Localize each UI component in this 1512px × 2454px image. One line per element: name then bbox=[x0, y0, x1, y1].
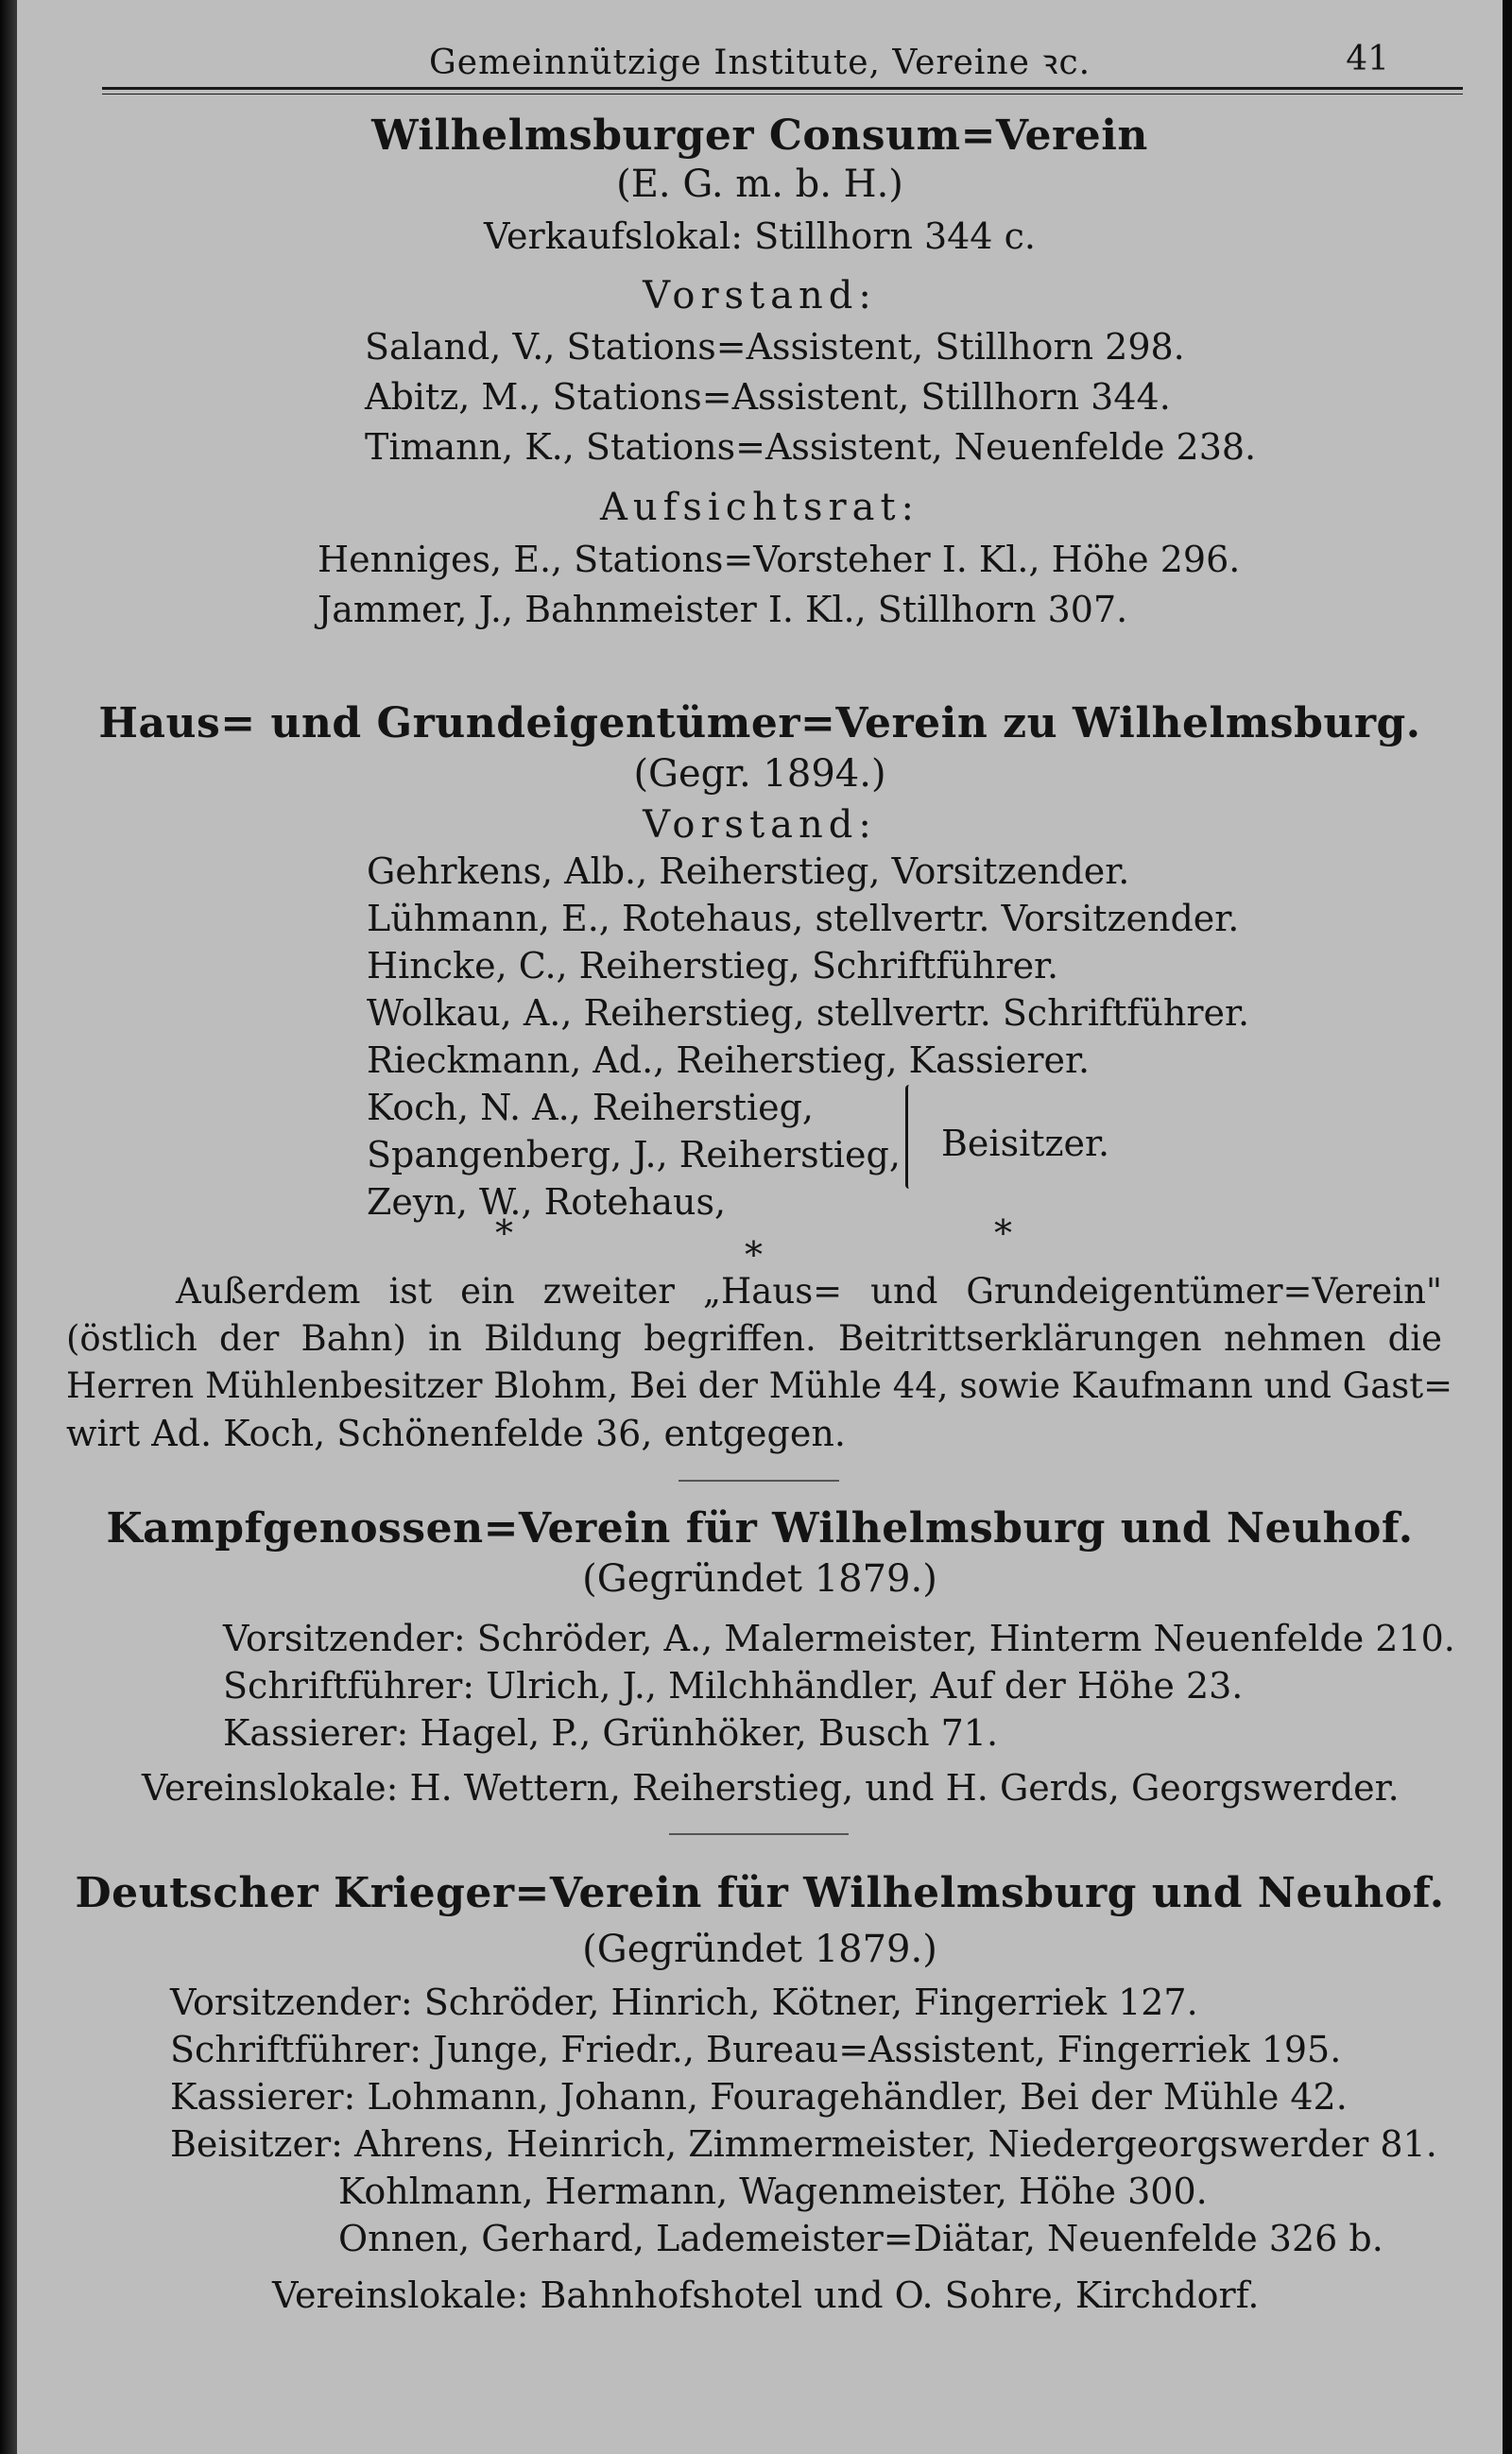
list-item: Onnen, Gerhard, Lademeister=Diätar, Neuenfelde 326 b. bbox=[338, 2218, 1383, 2259]
note-line: wirt Ad. Koch, Schönenfelde 36, entgegen. bbox=[66, 1413, 846, 1454]
list-item: Kassierer: Hagel, P., Grünhöker, Busch 71. bbox=[223, 1712, 999, 1754]
note-line: Herren Mühlenbesitzer Blohm, Bei der Mühle 44, sowie Kaufmann und Gast= bbox=[66, 1365, 1453, 1406]
list-item: Rieckmann, Ad., Reiherstieg, Kassierer. bbox=[367, 1039, 1091, 1081]
list-item: Henniges, E., Stations=Vorsteher I. Kl., Höhe 296. bbox=[318, 539, 1241, 580]
list-item: Schriftführer: Junge, Friedr., Bureau=Assistent, Fingerriek 195. bbox=[170, 2029, 1342, 2070]
krieger-title: Deutscher Krieger=Verein für Wilhelmsburg und Neuhof. bbox=[75, 1869, 1445, 1917]
list-item: Schriftführer: Ulrich, J., Milchhändler, Auf der Höhe 23. bbox=[223, 1665, 1244, 1707]
section-divider bbox=[679, 1480, 839, 1482]
kampf-title: Kampfgenossen=Verein für Wilhelmsburg und Neuhof. bbox=[106, 1504, 1414, 1553]
haus-subtitle: (Gegr. 1894.) bbox=[633, 752, 886, 796]
beisitzer-brace bbox=[905, 1085, 929, 1189]
list-item: Kohlmann, Hermann, Wagenmeister, Höhe 300. bbox=[338, 2171, 1208, 2212]
list-item: Vorsitzender: Schröder, A., Malermeister, Hinterm Neuenfelde 210. bbox=[223, 1618, 1455, 1659]
list-item: Jammer, J., Bahnmeister I. Kl., Stillhorn 307. bbox=[318, 589, 1128, 630]
haus-title: Haus= und Grundeigentümer=Verein zu Wilhelmsburg. bbox=[98, 699, 1421, 747]
note-line: (östlich der Bahn) in Bildung begriffen. Beitrittserklärungen nehmen die bbox=[66, 1318, 1442, 1359]
list-item: Timann, K., Stations=Assistent, Neuenfelde 238. bbox=[365, 426, 1257, 468]
beisitzer-label: Beisitzer. bbox=[941, 1123, 1110, 1164]
list-item: Wolkau, A., Reiherstieg, stellvertr. Schriftführer. bbox=[367, 992, 1250, 1034]
list-item: Gehrkens, Alb., Reiherstieg, Vorsitzender. bbox=[367, 850, 1130, 892]
list-item: Vorsitzender: Schröder, Hinrich, Kötner, Fingerriek 127. bbox=[170, 1982, 1198, 2023]
list-item: Lühmann, E., Rotehaus, stellvertr. Vorsitzender. bbox=[367, 898, 1240, 939]
note-line: Außerdem ist ein zweiter „Haus= und Grundeigentümer=Verein" bbox=[176, 1271, 1442, 1312]
list-item: Spangenberg, J., Reiherstieg, bbox=[367, 1134, 901, 1176]
list-item: Zeyn, W., Rotehaus, bbox=[367, 1181, 727, 1223]
list-item: Saland, V., Stations=Assistent, Stillhorn 298. bbox=[365, 326, 1185, 368]
page-edge-shadow bbox=[0, 0, 17, 2454]
section-divider bbox=[669, 1833, 849, 1835]
asterisk: * bbox=[745, 1234, 763, 1276]
consum-title: Wilhelmsburger Consum=Verein bbox=[371, 112, 1148, 160]
running-head: Gemeinnützige Institute, Vereine ꝛc. bbox=[428, 43, 1091, 82]
list-item: Beisitzer: Ahrens, Heinrich, Zimmermeister, Niedergeorgswerder 81. bbox=[170, 2123, 1437, 2165]
haus-vorstand-heading: Vorstand: bbox=[643, 803, 877, 847]
consum-vorstand-heading: Vorstand: bbox=[643, 274, 877, 317]
list-item: Hincke, C., Reiherstieg, Schriftführer. bbox=[367, 945, 1059, 987]
asterisk: * bbox=[994, 1212, 1012, 1254]
kampf-subtitle: (Gegründet 1879.) bbox=[582, 1557, 937, 1601]
page-number: 41 bbox=[1346, 40, 1389, 78]
krieger-subtitle: (Gegründet 1879.) bbox=[582, 1928, 937, 1971]
consum-subtitle: (E. G. m. b. H.) bbox=[616, 163, 903, 206]
list-item: Koch, N. A., Reiherstieg, bbox=[367, 1087, 815, 1128]
asterisk: * bbox=[495, 1212, 513, 1254]
header-rule bbox=[102, 87, 1463, 90]
consum-location: Verkaufslokal: Stillhorn 344 c. bbox=[484, 215, 1036, 257]
krieger-lokale: Vereinslokale: Bahnhofshotel und O. Sohre, Kirchdorf. bbox=[272, 2274, 1260, 2316]
list-item: Kassierer: Lohmann, Johann, Fouragehändler, Bei der Mühle 42. bbox=[170, 2076, 1348, 2118]
consum-aufsichtsrat-heading: Aufsichtsrat: bbox=[599, 486, 920, 529]
list-item: Abitz, M., Stations=Assistent, Stillhorn 344. bbox=[365, 376, 1171, 418]
kampf-lokale: Vereinslokale: H. Wettern, Reiherstieg, und H. Gerds, Georgswerder. bbox=[142, 1767, 1400, 1809]
scanned-page bbox=[17, 0, 1503, 2454]
